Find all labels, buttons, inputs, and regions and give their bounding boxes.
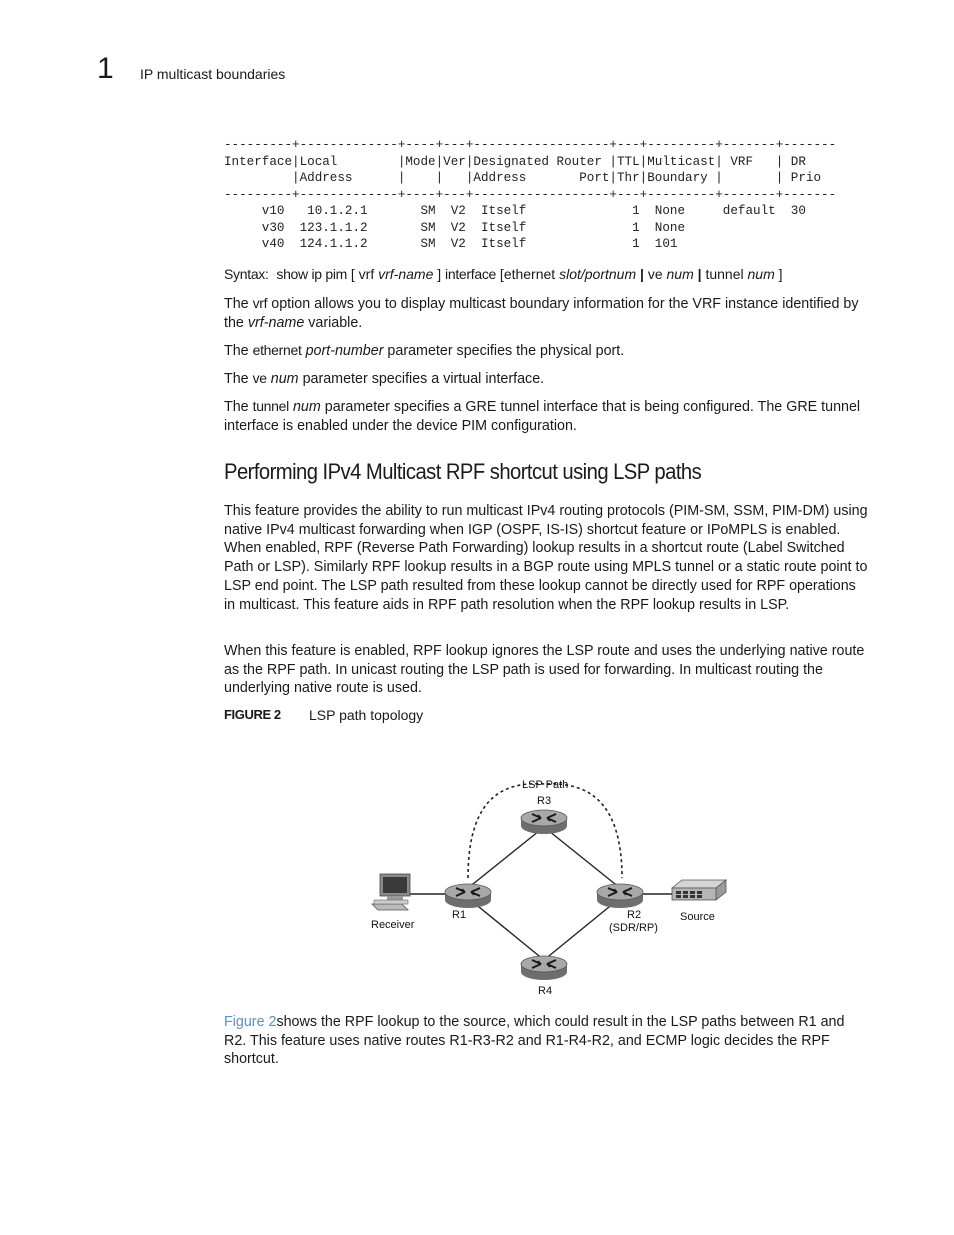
router-r3-icon: [521, 810, 567, 834]
closing-paragraph: Figure 2shows the RPF lookup to the source, which could result in the LSP paths between R1 and R2. This feature uses native routes R1-R3-R2 and R1-R4-R2, and ECMP logic decides the RPF shortcut.: [224, 1014, 845, 1068]
syntax-num-variable: num: [666, 266, 694, 282]
param-vrf-description: The vrf option allows you to display multicast boundary information for the VRF instance identified by the vrf-name variable.: [224, 295, 859, 331]
syntax-bracket: [: [496, 266, 504, 282]
r3-label: R3: [537, 795, 552, 807]
syntax-pipe: |: [693, 266, 706, 282]
ethernet-keyword: ethernet: [252, 342, 302, 358]
param-ethernet-description: The ethernet port-number parameter specifies the physical port.: [224, 342, 625, 359]
section-paragraph: This feature provides the ability to run multicast IPv4 routing protocols (PIM-SM, SSM, PIM-DM) using native IPv4 multicast forwarding when IGP (OSPF, IS-IS) shortcut feature or IPoMPLS is enabled. When enabled, RPF (Reverse Path Forwarding) lookup results in a shortcut route (Label Switched Path or LSP). Similarly RPF lookup results in a BGP route using MPLS tunnel or a static route point to LSP end point. The LSP path resulted from these lookup cannot be directly used for RPF operations in multicast. This feature aids in RPF path resolution when the RPF lookup results in LSP.: [224, 503, 868, 613]
vrf-name-variable: vrf-name: [247, 314, 305, 331]
cli-rule: ---------+-------------+----+---+------------------+---+---------+-------+-------: [224, 138, 837, 152]
chapter-title: IP multicast boundaries: [140, 66, 286, 82]
cli-row: v10 10.1.2.1 SM V2 Itself 1 None default 30: [224, 204, 806, 218]
link-r1-r4: [468, 898, 544, 960]
section-paragraph: When this feature is enabled, RPF lookup ignores the LSP route and uses the underlying native route as the RPF path. In unicast routing the LSP path is used for forwarding. In multicast routing the underlying native route is used.: [224, 643, 865, 697]
syntax-command: show ip pim: [276, 266, 347, 282]
lsp-path-label: LSP Path: [522, 779, 569, 791]
num-variable: num: [292, 399, 321, 415]
router-r1-icon: [445, 884, 491, 908]
ve-keyword: ve: [252, 370, 267, 386]
param-ve-description: The ve num parameter specifies a virtual interface.: [224, 370, 545, 387]
syntax-tunnel-keyword: tunnel: [705, 266, 744, 282]
chapter-number: 1: [97, 52, 114, 85]
source-label: Source: [680, 911, 715, 923]
cli-header-line: Interface|Local |Mode|Ver|Designated Router |TTL|Multicast| VRF | DR: [224, 154, 806, 169]
r2-label: R2: [627, 909, 642, 921]
r2-role-label: (SDR/RP): [609, 922, 658, 934]
syntax-num-variable: num: [747, 266, 775, 282]
syntax-ethernet-keyword: ethernet: [503, 266, 556, 282]
r4-label: R4: [538, 985, 553, 997]
cli-header-line: |Address | | |Address Port|Thr|Boundary | | Prio: [224, 171, 822, 185]
lsp-topology-diagram: [360, 770, 740, 1005]
link-r3-r2: [544, 827, 620, 888]
figure-label: FIGURE 2: [224, 707, 281, 722]
figure-2-link[interactable]: Figure 2: [224, 1014, 277, 1030]
syntax-line: [224, 266, 783, 282]
section-heading: Performing IPv4 Multicast RPF shortcut using LSP paths: [224, 459, 702, 484]
syntax-pipe: |: [636, 266, 648, 282]
cli-output-block: [224, 137, 836, 253]
vrf-keyword: vrf: [252, 295, 268, 311]
syntax-bracket: ]: [774, 266, 783, 282]
source-server-icon: [672, 880, 726, 900]
router-r2-icon: [597, 884, 643, 908]
receiver-computer-icon: [372, 874, 410, 910]
figure-title: LSP path topology: [309, 707, 424, 723]
port-number-variable: port-number: [305, 343, 384, 359]
syntax-slot-variable: slot/portnum: [559, 266, 637, 282]
cli-row: v40 124.1.1.2 SM V2 Itself 1 101: [224, 237, 678, 251]
cli-row: v30 123.1.1.2 SM V2 Itself 1 None: [224, 220, 686, 235]
syntax-vrf-keyword: vrf: [358, 266, 375, 282]
link-r1-r3: [468, 827, 544, 888]
syntax-interface-keyword: interface: [445, 266, 497, 282]
syntax-vrf-variable: vrf-name: [378, 266, 434, 282]
syntax-label: Syntax:: [224, 266, 269, 282]
r1-label: R1: [452, 909, 467, 921]
tunnel-keyword: tunnel: [252, 398, 289, 414]
syntax-ve-keyword: ve: [647, 266, 663, 282]
syntax-bracket: [: [347, 266, 359, 282]
syntax-bracket: ]: [433, 266, 446, 282]
router-r4-icon: [521, 956, 567, 980]
num-variable: num: [270, 371, 299, 387]
receiver-label: Receiver: [371, 919, 415, 931]
cli-rule: ---------+-------------+----+---+------------------+---+---------+-------+-------: [224, 187, 837, 202]
param-tunnel-description: The tunnel num parameter specifies a GRE tunnel interface that is being configured. The GRE tunnel interface is enabled under the device PIM configuration.: [224, 398, 861, 434]
